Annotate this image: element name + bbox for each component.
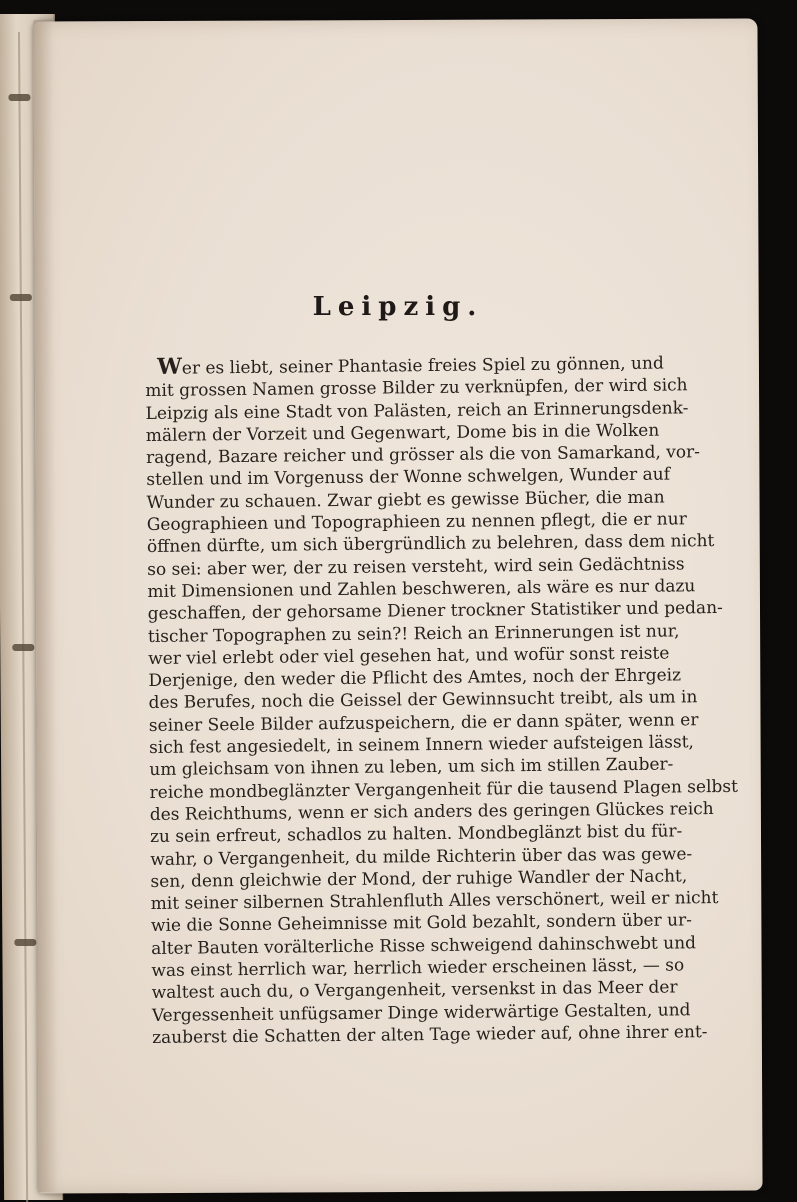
text-line: reiche mondbeglänzter Vergangenheit für die tausend Plagen selbst	[149, 776, 739, 803]
text-line: zu sein erfreut, schadlos zu halten. Mondbeglänzt bist du für-	[149, 821, 683, 848]
text-line: seiner Seele Bilder aufzuspeichern, die er dann später, wenn er	[148, 709, 699, 736]
text-line: so sei: aber wer, der zu reisen versteht, wird sein Gedächtniss	[147, 554, 685, 580]
text-line: alter Bauten vorälterliche Risse schweigend dahinschwebt und	[151, 932, 697, 959]
text-line: sen, denn gleichwie der Mond, der ruhige Wandler der Nacht,	[150, 866, 688, 892]
text-line: des Berufes, noch die Geissel der Gewinnsucht treibt, als um in	[148, 687, 698, 714]
text-line: Derjenige, den weder die Pflicht des Amtes, noch der Ehrgeiz	[148, 665, 682, 692]
text-line: ragend, Bazare reicher und grösser als die von Samarkand, vor-	[145, 442, 701, 469]
text-line: wahr, o Vergangenheit, du milde Richterin über das was gewe-	[150, 843, 693, 870]
text-line: Leipzig als eine Stadt von Palästen, reich an Erinnerungsdenk-	[145, 397, 689, 424]
text-line: Wunder zu schauen. Zwar giebt es gewisse Bücher, die man	[146, 487, 665, 513]
text-line: wer viel erlebt oder viel gesehen hat, und wofür sonst reiste	[148, 643, 670, 669]
text-line: Vergessenheit unfügsamer Dinge widerwärtige Gestalten, und	[151, 999, 691, 1026]
text-line: zauberst die Schatten der alten Tage wieder auf, ohne ihrer ent-	[152, 1022, 708, 1048]
text-line: mit seiner silbernen Strahlenfluth Alles verschönert, weil er nicht	[150, 888, 719, 915]
text-line: stellen und im Vorgenuss der Wonne schwelgen, Wunder auf	[146, 464, 671, 491]
text-line: waltest auch du, o Vergangenheit, versenkst in das Meer der	[151, 977, 678, 1004]
text-line: sich fest angesiedelt, in seinem Innern wieder aufsteigen lässt,	[149, 732, 695, 759]
binding-stitch	[12, 644, 34, 651]
text-line: des Reichthums, wenn er sich anders des geringen Glückes reich	[149, 799, 714, 825]
text-line: mälern der Vorzeit und Gegenwart, Dome bis in die Wolken	[145, 420, 660, 446]
text-line: wie die Sonne Geheimnisse mit Gold bezahlt, sondern über ur-	[150, 910, 693, 937]
text-line: tischer Topographen zu sein?! Reich an Erinnerungen ist nur,	[147, 620, 680, 647]
binding-stitch	[10, 294, 32, 301]
text-line: was einst herrlich war, herrlich wieder erscheinen lässt, — so	[151, 955, 685, 981]
page-title: Leipzig.	[312, 292, 484, 322]
binding-stitch	[8, 94, 30, 101]
text-line: Geographieen und Topographieen zu nennen pflegt, die er nur	[146, 509, 687, 536]
text-line: mit Dimensionen und Zahlen beschweren, als wäre es nur dazu	[147, 576, 696, 602]
binding-stitch	[14, 939, 36, 946]
text-line: geschaffen, der gehorsame Diener trockner Statistiker und pedan-	[147, 598, 723, 625]
text-line: um gleichsam von ihnen zu leben, um sich im stillen Zauber-	[149, 754, 674, 781]
body-text	[145, 351, 739, 1049]
spine-fold	[18, 32, 28, 1202]
text-line: Wer es liebt, seiner Phantasie freies Spiel zu gönnen, und	[156, 353, 664, 380]
text-line: öffnen dürfte, um sich übergründlich zu belehren, dass dem nicht	[146, 531, 715, 558]
text-line: mit grossen Namen grosse Bilder zu verknüpfen, der wird sich	[145, 375, 688, 402]
